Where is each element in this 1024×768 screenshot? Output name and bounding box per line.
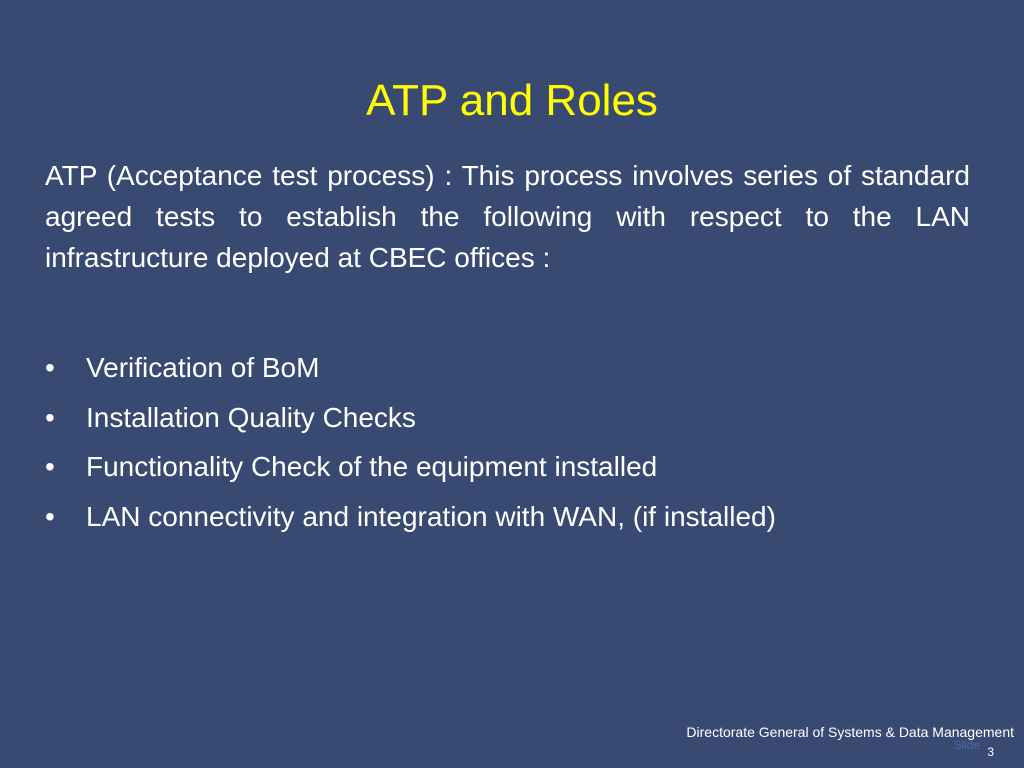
bullet-list — [45, 343, 985, 541]
bullet-icon: • — [45, 451, 55, 482]
intro-paragraph: ATP (Acceptance test process) : This process involves series of standard agreed tests to establish the following with respect to the LAN infrastructure deployed at CBEC offices : — [45, 160, 970, 273]
slide-number-area — [934, 738, 994, 764]
bullet-text: Verification of BoM — [86, 352, 320, 383]
bullet-icon: • — [45, 401, 55, 433]
bullet-text: Functionality Check of the equipment installed — [86, 451, 658, 482]
bullet-icon: • — [45, 500, 55, 532]
footer-text: Directorate General of Systems & Data Management — [686, 724, 1014, 740]
slide-label: Slide — [953, 738, 980, 752]
slide-title: ATP and Roles — [366, 76, 658, 125]
list-item — [45, 343, 985, 393]
bullet-icon: • — [45, 352, 55, 383]
bullet-text: Installation Quality Checks — [86, 401, 416, 433]
list-item — [45, 393, 985, 443]
list-item — [45, 492, 985, 542]
bullet-text: LAN connectivity and integration with WAN, (if installed) — [86, 500, 776, 532]
list-item — [45, 442, 985, 492]
slide-number: 3 — [987, 745, 994, 759]
